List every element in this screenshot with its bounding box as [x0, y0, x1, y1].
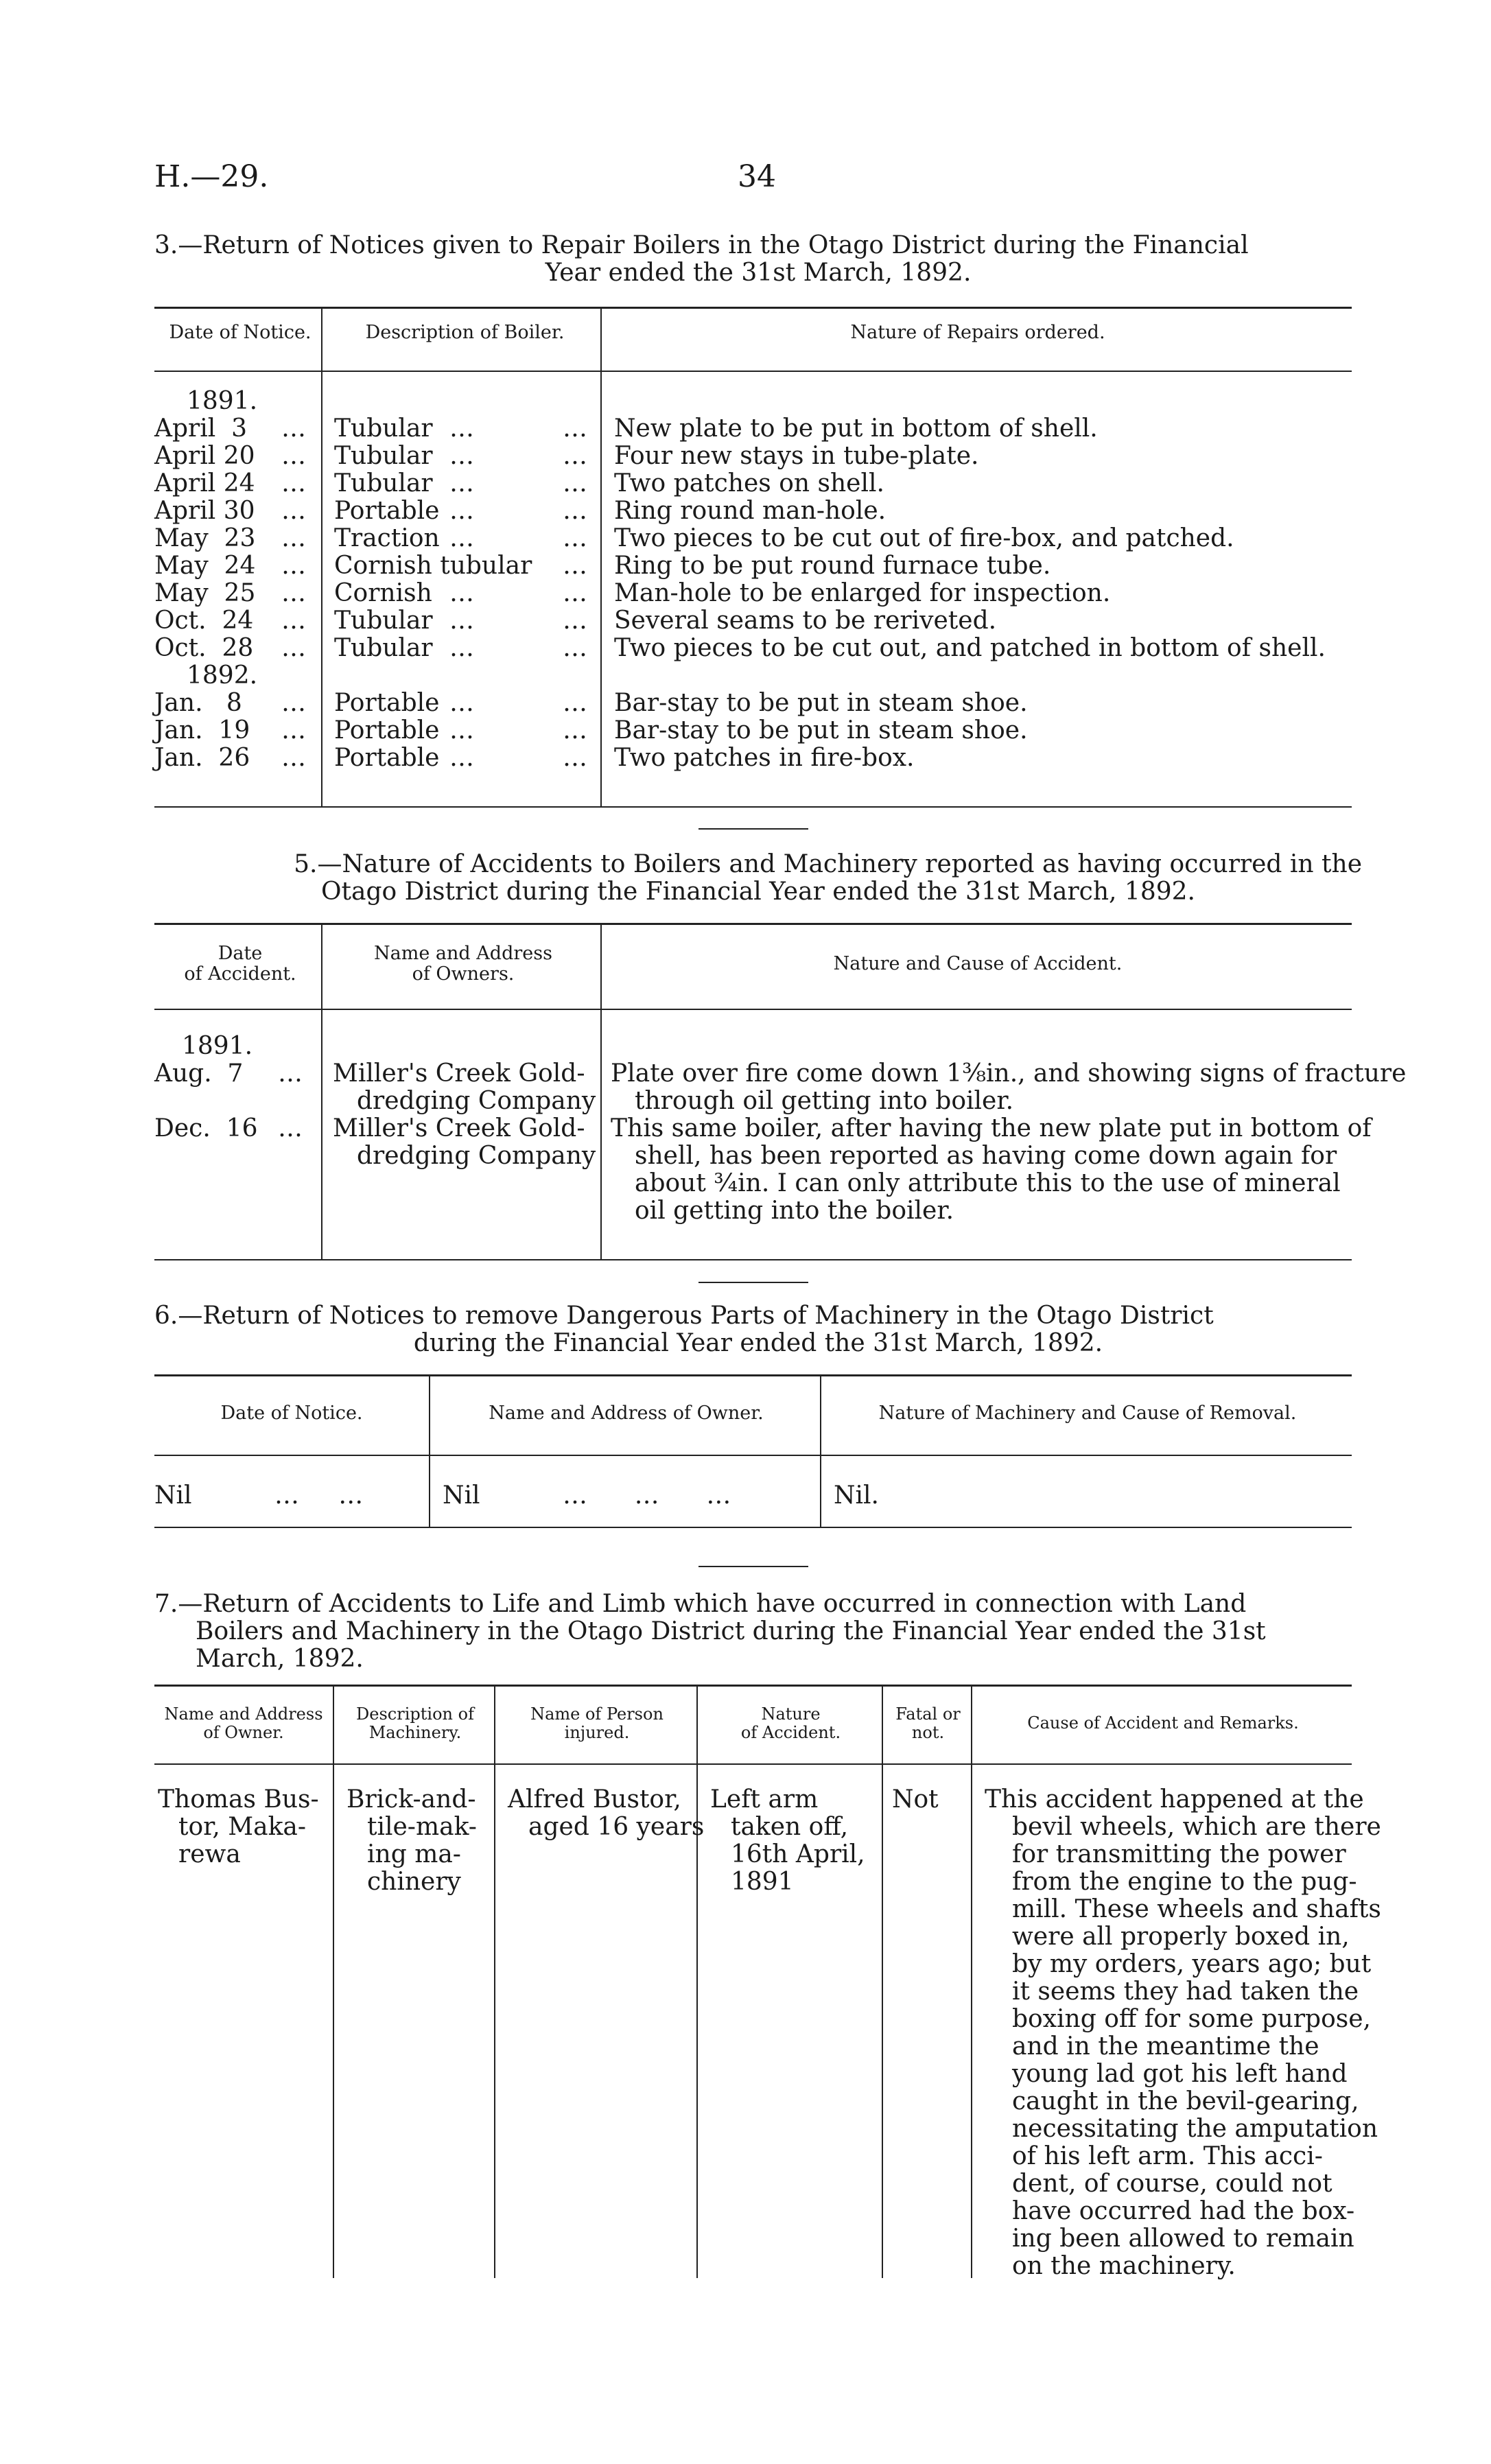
section6-bottom-rule	[154, 1527, 1352, 1528]
leader-dots: …	[281, 442, 306, 470]
leader-dots: …	[281, 552, 306, 580]
section7-remarks-line: for transmitting the power	[1012, 1840, 1346, 1868]
section7-title-line2: Boilers and Machinery in the Otago District during the Financial Year ended the 31st	[196, 1617, 1266, 1645]
section5-header-rule	[154, 1009, 1352, 1010]
section7-machinery-line: chinery	[367, 1868, 461, 1896]
leader-dots: …	[563, 552, 587, 580]
section7-col-divider-1	[333, 1685, 334, 2278]
section5-top-rule	[154, 923, 1352, 925]
section7-remarks-line: mill. These wheels and shafts	[1012, 1895, 1381, 1923]
section5-row-owner-line: dredging Company	[357, 1087, 596, 1115]
section3-row-date: April 20	[154, 442, 255, 470]
section5-row-cause-line: through oil getting into boiler.	[635, 1087, 1014, 1115]
section3-row-repair: Several seams to be reriveted.	[614, 607, 997, 635]
leader-dots: …	[449, 716, 474, 744]
section5-row-owner-line: Miller's Creek Gold-	[333, 1059, 585, 1088]
section6-top-rule	[154, 1374, 1352, 1376]
section5-header-owner: Name and Address of Owners.	[374, 943, 552, 985]
section3-row-date: May 25	[154, 579, 256, 607]
section5-row-owner-line: dredging Company	[357, 1142, 596, 1170]
section3-top-rule	[154, 307, 1352, 309]
leader-dots: …	[449, 469, 474, 497]
section7-machinery-line: ing ma-	[367, 1840, 461, 1868]
section7-person-line: aged 16 years	[528, 1813, 705, 1841]
leader-dots: …	[281, 579, 306, 607]
leader-dots: …	[449, 634, 474, 662]
leader-dots: …	[563, 469, 587, 497]
leader-dots: …	[449, 497, 474, 525]
section7-owner-line: tor, Maka-	[178, 1813, 307, 1841]
section3-row-date: April 24	[154, 469, 255, 497]
section7-remarks-line: it seems they had taken the	[1012, 1978, 1359, 2006]
leader-dots: …	[563, 579, 587, 607]
section5-bottom-rule	[154, 1259, 1352, 1260]
leader-dots: …	[449, 744, 474, 772]
section5-title-line2: Otago District during the Financial Year ended the 31st March, 1892.	[321, 878, 1195, 906]
leader-dots: …	[278, 1114, 303, 1142]
leader-dots: …	[563, 744, 587, 772]
section6-header-nature: Nature of Machinery and Cause of Removal.	[878, 1403, 1297, 1424]
section7-remarks-line: young lad got his left hand	[1012, 2060, 1348, 2088]
section-divider	[698, 1282, 808, 1283]
section7-machinery-line: Brick-and-	[347, 1785, 476, 1814]
section3-row-boiler: Portable	[334, 716, 440, 744]
section7-remarks-line: of his left arm. This acci-	[1012, 2142, 1323, 2170]
leader-dots: …	[281, 497, 306, 525]
section7-owner-line: Thomas Bus-	[158, 1785, 319, 1814]
section7-fatal-cell: Not	[892, 1785, 939, 1814]
section3-row-date: April 3	[154, 414, 248, 443]
section7-header-remarks: Cause of Accident and Remarks.	[1027, 1713, 1299, 1733]
section7-person-line: Alfred Bustor,	[508, 1785, 681, 1814]
section6-title-line2: during the Financial Year ended the 31st March, 1892.	[413, 1329, 1103, 1357]
section6-owner-nil: Nil	[443, 1481, 480, 1510]
section7-remarks-line: were all properly boxed in,	[1012, 1923, 1350, 1951]
section3-col-divider-1	[321, 307, 322, 806]
section7-col-divider-4	[882, 1685, 883, 2278]
section7-machinery-cell	[347, 1786, 477, 1896]
section3-row-repair: Two patches on shell.	[614, 469, 884, 497]
section7-remarks-line: from the engine to the pug-	[1012, 1868, 1357, 1896]
section5-title	[154, 851, 1362, 906]
section7-title-line1: 7.—Return of Accidents to Life and Limb which have occurred in connection with Land	[154, 1590, 1247, 1618]
section3-header-date: Date of Notice.	[169, 322, 312, 343]
leader-dots: …	[449, 607, 474, 635]
section5-col-divider-2	[600, 923, 602, 1259]
section7-remarks-line: necessitating the amputation	[1012, 2115, 1378, 2143]
section7-col-divider-2	[494, 1685, 495, 2278]
section7-nature-line: Left arm	[710, 1785, 819, 1814]
section3-year-1891: 1891.	[187, 387, 258, 415]
section6-nature-nil: Nil.	[834, 1481, 879, 1510]
section3-row-repair: Bar-stay to be put in steam shoe.	[614, 716, 1028, 744]
section3-row-repair: Ring round man-hole.	[614, 497, 887, 525]
section3-title	[154, 232, 1362, 287]
section7-remarks-line: have occurred had the box-	[1012, 2197, 1355, 2225]
section6-header-rule	[154, 1455, 1352, 1456]
section5-header-cause: Nature and Cause of Accident.	[833, 953, 1123, 974]
section7-col-divider-5	[971, 1685, 972, 2278]
leader-dots: …	[281, 689, 306, 717]
section7-remarks-line: ing been allowed to remain	[1012, 2225, 1354, 2253]
section3-row-boiler: Cornish	[334, 579, 432, 607]
leader-dots: …	[281, 469, 306, 497]
section7-nature-line: 1891	[731, 1868, 794, 1896]
section7-nature-cell	[710, 1786, 865, 1896]
section5-header-date: Date of Accident.	[184, 943, 296, 985]
leader-dots: …	[563, 414, 587, 443]
section7-remarks-line: bevil wheels, which are there	[1012, 1813, 1381, 1841]
leader-dots: …	[563, 716, 587, 744]
section3-header-boiler: Description of Boiler.	[365, 322, 565, 343]
section7-remarks-line: on the machinery.	[1012, 2252, 1236, 2280]
leader-dots: …	[281, 607, 306, 635]
section7-remarks-line: caught in the bevil-gearing,	[1012, 2087, 1359, 2115]
section6-leader-dots: … …	[274, 1481, 364, 1510]
section3-row-date: Oct. 28	[154, 634, 254, 662]
section6-header-owner: Name and Address of Owner.	[489, 1403, 764, 1424]
section3-row-date: Jan. 19	[154, 716, 250, 744]
leader-dots: …	[281, 524, 306, 552]
section3-row-repair: Ring to be put round furnace tube.	[614, 552, 1051, 580]
leader-dots: …	[281, 414, 306, 443]
section6-leader-dots: … … …	[563, 1481, 731, 1510]
section5-row-cause-line: shell, has been reported as having come down again for	[635, 1142, 1337, 1170]
leader-dots: …	[281, 716, 306, 744]
section3-row-repair: Bar-stay to be put in steam shoe.	[614, 689, 1028, 717]
leader-dots: …	[563, 607, 587, 635]
leader-dots: …	[449, 414, 474, 443]
section3-row-repair: Two pieces to be cut out, and patched in bottom of shell.	[614, 634, 1326, 662]
section6-header-date: Date of Notice.	[220, 1403, 363, 1424]
leader-dots: …	[563, 634, 587, 662]
section3-row-boiler: Tubular	[334, 469, 433, 497]
section5-row-cause-line: This same boiler, after having the new plate put in bottom of	[611, 1114, 1372, 1142]
leader-dots: …	[449, 442, 474, 470]
section3-title-line1: 3.—Return of Notices given to Repair Boilers in the Otago District during the Financial	[154, 231, 1249, 259]
section3-row-boiler: Tubular	[334, 414, 433, 443]
section7-person-cell	[508, 1786, 704, 1841]
section3-row-date: Jan. 26	[154, 744, 250, 772]
section3-row-boiler: Traction	[334, 524, 440, 552]
leader-dots: …	[563, 689, 587, 717]
section5-row-owner-line: Miller's Creek Gold-	[333, 1114, 585, 1142]
section3-row-boiler: Cornish tubular	[334, 552, 532, 580]
section3-row-boiler: Tubular	[334, 442, 433, 470]
leader-dots: …	[563, 442, 587, 470]
section3-row-repair: Four new stays in tube-plate.	[614, 442, 979, 470]
section3-row-repair: Man-hole to be enlarged for inspection.	[614, 579, 1111, 607]
section3-row-date: Jan. 8	[154, 689, 242, 717]
section7-remarks-line: This accident happened at the	[985, 1785, 1364, 1814]
section7-header-owner: Name and Address of Owner.	[164, 1704, 323, 1742]
section3-bottom-rule	[154, 806, 1352, 808]
section3-row-repair: Two pieces to be cut out of fire-box, and patched.	[614, 524, 1234, 552]
section3-row-boiler: Portable	[334, 744, 440, 772]
section7-header-machinery: Description of Machinery.	[356, 1704, 474, 1742]
section3-row-boiler: Tubular	[334, 607, 433, 635]
section3-row-repair: New plate to be put in bottom of shell.	[614, 414, 1098, 443]
section7-header-person: Name of Person injured.	[530, 1704, 664, 1742]
section5-row-cause-line: oil getting into the boiler.	[635, 1197, 954, 1225]
section-divider	[698, 1566, 808, 1567]
leader-dots: …	[563, 524, 587, 552]
section5-year: 1891.	[182, 1032, 253, 1060]
section7-owner-line: rewa	[178, 1840, 241, 1868]
section6-date-nil: Nil	[154, 1481, 192, 1510]
section7-title	[154, 1591, 1362, 1673]
page-number: 34	[738, 159, 776, 194]
leader-dots: …	[281, 744, 306, 772]
section3-row-date: Oct. 24	[154, 607, 254, 635]
section3-row-boiler: Portable	[334, 689, 440, 717]
section3-header-rule	[154, 371, 1352, 372]
section7-header-nature: Nature of Accident.	[740, 1704, 841, 1742]
section6-title-line1: 6.—Return of Notices to remove Dangerous Parts of Machinery in the Otago District	[154, 1302, 1214, 1330]
page-reference: H.—29.	[154, 159, 269, 194]
section5-col-divider-1	[321, 923, 322, 1259]
section7-remarks-cell	[985, 1785, 1381, 2280]
section7-col-divider-3	[696, 1685, 698, 2278]
section7-title-line3: March, 1892.	[196, 1645, 364, 1673]
section5-row-date: Dec. 16	[154, 1114, 258, 1142]
section5-row-cause-line: about ¾in. I can only attribute this to the use of mineral	[635, 1169, 1341, 1197]
section3-row-boiler: Tubular	[334, 634, 433, 662]
section3-row-date: May 24	[154, 552, 256, 580]
section6-col-divider-2	[820, 1374, 821, 1527]
section7-owner-cell	[158, 1786, 319, 1868]
section7-machinery-line: tile-mak-	[367, 1813, 477, 1841]
leader-dots: …	[449, 524, 474, 552]
section3-header-repairs: Nature of Repairs ordered.	[850, 322, 1105, 343]
leader-dots: …	[563, 497, 587, 525]
section3-year-1892: 1892.	[187, 661, 258, 690]
leader-dots: …	[449, 689, 474, 717]
section3-col-divider-2	[600, 307, 602, 806]
leader-dots: …	[449, 579, 474, 607]
section5-row-cause-line: Plate over fire come down 1⅜in., and showing signs of fracture	[611, 1059, 1407, 1088]
section-divider	[698, 828, 808, 830]
section7-remarks-line: dent, of course, could not	[1012, 2170, 1332, 2198]
section3-row-date: April 30	[154, 497, 255, 525]
section3-row-boiler: Portable	[334, 497, 440, 525]
section3-title-line2: Year ended the 31st March, 1892.	[545, 259, 972, 287]
section7-remarks-line: and in the meantime the	[1012, 2032, 1319, 2061]
section3-row-repair: Two patches in fire-box.	[614, 744, 915, 772]
section3-row-date: May 23	[154, 524, 256, 552]
section7-remarks-line: boxing off for some purpose,	[1012, 2005, 1371, 2033]
section5-title-line1: 5.—Nature of Accidents to Boilers and Machinery reported as having occurred in the	[294, 850, 1362, 878]
section6-col-divider-1	[429, 1374, 430, 1527]
section7-header-fatal: Fatal or not.	[895, 1704, 961, 1742]
section5-row-date: Aug. 7	[154, 1059, 244, 1088]
section7-nature-line: taken off,	[731, 1813, 849, 1841]
section7-remarks-line: by my orders, years ago; but	[1012, 1950, 1372, 1978]
section7-nature-line: 16th April,	[731, 1840, 865, 1868]
section6-title	[154, 1302, 1362, 1357]
leader-dots: …	[281, 634, 306, 662]
leader-dots: …	[278, 1059, 303, 1088]
